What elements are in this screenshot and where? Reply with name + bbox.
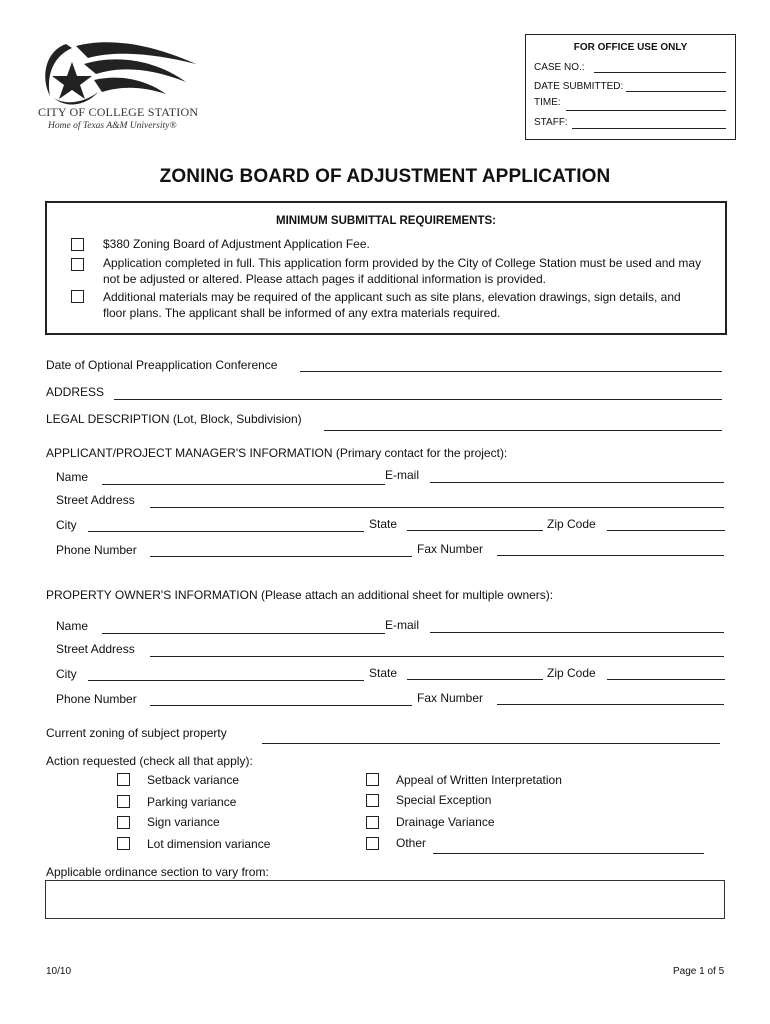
owner-fax-label: Fax Number xyxy=(417,691,484,705)
applicant-zip-field[interactable] xyxy=(607,530,725,531)
applicant-email-label: E-mail xyxy=(385,468,420,482)
drainage-label: Drainage Variance xyxy=(396,815,495,829)
owner-name-field[interactable] xyxy=(102,633,385,634)
case-no-label: CASE NO.: xyxy=(534,62,585,73)
applicant-name-label: Name xyxy=(56,470,89,484)
staff-label: STAFF: xyxy=(534,117,568,128)
sign-checkbox[interactable] xyxy=(117,816,130,829)
special-exception-label: Special Exception xyxy=(396,793,492,807)
owner-state-label: State xyxy=(369,666,398,680)
owner-city-label: City xyxy=(56,667,77,681)
owner-name-label: Name xyxy=(56,619,89,633)
applicant-state-field[interactable] xyxy=(407,530,543,531)
date-submitted-field[interactable] xyxy=(626,91,726,92)
parking-checkbox[interactable] xyxy=(117,795,130,808)
applicant-street-label: Street Address xyxy=(56,493,135,507)
requirements-box xyxy=(45,201,727,335)
zoning-field[interactable] xyxy=(262,743,720,744)
owner-email-field[interactable] xyxy=(430,632,724,633)
drainage-checkbox[interactable] xyxy=(366,816,379,829)
legal-field[interactable] xyxy=(324,430,722,431)
other-label: Other xyxy=(396,836,427,850)
setback-label: Setback variance xyxy=(147,773,240,787)
owner-fax-field[interactable] xyxy=(497,704,724,705)
revision-date: 10/10 xyxy=(46,966,72,977)
office-use-box xyxy=(525,34,736,140)
ordinance-textarea[interactable] xyxy=(45,880,725,919)
other-field[interactable] xyxy=(433,853,704,854)
action-heading: Action requested (check all that apply): xyxy=(46,754,253,768)
city-tagline: Home of Texas A&M University® xyxy=(48,121,177,131)
page-number: Page 1 of 5 xyxy=(673,966,725,977)
time-label: TIME: xyxy=(534,97,561,108)
staff-field[interactable] xyxy=(572,128,726,129)
applicant-email-field[interactable] xyxy=(430,482,724,483)
applicant-heading: APPLICANT/PROJECT MANAGER'S INFORMATION (Primary contact for the project): xyxy=(46,446,508,460)
applicant-city-field[interactable] xyxy=(88,531,364,532)
requirements-heading: MINIMUM SUBMITTAL REQUIREMENTS: xyxy=(276,215,496,227)
sign-label: Sign variance xyxy=(147,815,220,829)
lot-dimension-label: Lot dimension variance xyxy=(147,837,271,851)
applicant-state-label: State xyxy=(369,517,398,531)
applicant-phone-label: Phone Number xyxy=(56,543,137,557)
owner-email-label: E-mail xyxy=(385,618,420,632)
case-no-field[interactable] xyxy=(594,72,726,73)
materials-checkbox[interactable] xyxy=(71,290,84,303)
applicant-name-field[interactable] xyxy=(102,484,385,485)
applicant-zip-label: Zip Code xyxy=(547,517,596,531)
applicant-fax-field[interactable] xyxy=(497,555,724,556)
ordinance-label: Applicable ordinance section to vary from: xyxy=(46,865,269,879)
application-checkbox[interactable] xyxy=(71,258,84,271)
appeal-label: Appeal of Written Interpretation xyxy=(396,773,562,787)
owner-state-field[interactable] xyxy=(407,679,543,680)
owner-zip-field[interactable] xyxy=(607,679,725,680)
other-checkbox[interactable] xyxy=(366,837,379,850)
owner-heading: PROPERTY OWNER'S INFORMATION (Please attach an additional sheet for multiple owners): xyxy=(46,588,554,602)
owner-zip-label: Zip Code xyxy=(547,666,596,680)
owner-phone-label: Phone Number xyxy=(56,692,137,706)
applicant-phone-field[interactable] xyxy=(150,556,412,557)
requirement-item: Additional materials may be required of the applicant such as site plans, elevation drawings, sign details, and floor plans. The applicant shall be informed of any extra materials required. xyxy=(103,290,681,320)
applicant-fax-label: Fax Number xyxy=(417,542,484,556)
setback-checkbox[interactable] xyxy=(117,773,130,786)
owner-street-label: Street Address xyxy=(56,642,135,656)
city-name: CITY OF COLLEGE STATION xyxy=(38,105,199,119)
parking-label: Parking variance xyxy=(147,795,237,809)
address-label: ADDRESS xyxy=(46,385,105,399)
address-field[interactable] xyxy=(114,399,722,400)
appeal-checkbox[interactable] xyxy=(366,773,379,786)
time-field[interactable] xyxy=(566,110,726,111)
form-title: ZONING BOARD OF ADJUSTMENT APPLICATION xyxy=(159,166,611,187)
applicant-street-field[interactable] xyxy=(150,507,724,508)
date-submitted-label: DATE SUBMITTED: xyxy=(534,81,624,92)
preapp-label: Date of Optional Preapplication Conference xyxy=(46,358,278,372)
legal-label: LEGAL DESCRIPTION (Lot, Block, Subdivision) xyxy=(46,412,302,426)
fee-checkbox[interactable] xyxy=(71,238,84,251)
owner-phone-field[interactable] xyxy=(150,705,412,706)
owner-street-field[interactable] xyxy=(150,656,724,657)
requirement-item: Application completed in full. This application form provided by the City of College Station must be used and may not be adjusted or altered. Please attach pages if additional information is provided. xyxy=(103,256,702,286)
preapp-field[interactable] xyxy=(300,371,722,372)
lot-dimension-checkbox[interactable] xyxy=(117,837,130,850)
requirement-item: $380 Zoning Board of Adjustment Application Fee. xyxy=(103,237,370,251)
owner-city-field[interactable] xyxy=(88,680,364,681)
applicant-city-label: City xyxy=(56,518,77,532)
office-use-title: FOR OFFICE USE ONLY xyxy=(573,42,688,53)
zoning-label: Current zoning of subject property xyxy=(46,726,227,740)
special-exception-checkbox[interactable] xyxy=(366,794,379,807)
